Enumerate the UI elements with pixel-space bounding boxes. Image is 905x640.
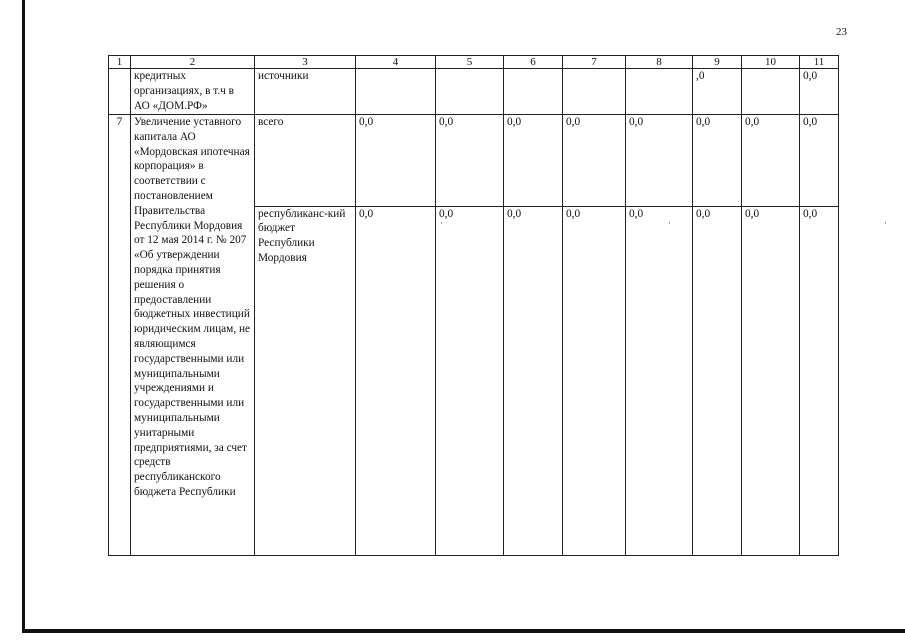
table-cell-value: 0,0 bbox=[800, 115, 839, 207]
table-cell-value: 0,0 bbox=[626, 115, 693, 207]
header-cell: 10 bbox=[742, 56, 800, 69]
header-cell: 5 bbox=[436, 56, 504, 69]
table-cell-value: ,0 bbox=[693, 69, 742, 115]
header-cell: 3 bbox=[255, 56, 356, 69]
table-header-row bbox=[109, 56, 839, 69]
table-cell-value: 0,0 bbox=[693, 115, 742, 207]
table-cell bbox=[504, 69, 563, 115]
table-cell-value: 0,0 bbox=[626, 206, 693, 555]
table-cell-description: кредитных организациях, в т.ч в АО «ДОМ.РФ» bbox=[131, 69, 255, 115]
table-cell-value: 0,0 bbox=[563, 115, 626, 207]
header-cell: 2 bbox=[131, 56, 255, 69]
scan-left-edge bbox=[22, 0, 25, 632]
scan-speck: · bbox=[440, 218, 443, 228]
table-cell-value: 0,0 bbox=[693, 206, 742, 555]
table-cell-value: 0,0 bbox=[504, 206, 563, 555]
table-cell-value: 0,0 bbox=[742, 206, 800, 555]
table-cell-value: 0,0 bbox=[563, 206, 626, 555]
header-cell: 11 bbox=[800, 56, 839, 69]
table-cell-value: 0,0 bbox=[356, 115, 436, 207]
header-cell: 6 bbox=[504, 56, 563, 69]
table-cell-value: 0,0 bbox=[436, 206, 504, 555]
header-cell: 9 bbox=[693, 56, 742, 69]
table-row-continued bbox=[109, 69, 839, 115]
budget-table bbox=[108, 55, 839, 556]
header-cell: 7 bbox=[563, 56, 626, 69]
table-cell bbox=[626, 69, 693, 115]
scan-bottom-edge bbox=[22, 629, 905, 633]
table-cell-value: 0,0 bbox=[436, 115, 504, 207]
header-cell: 8 bbox=[626, 56, 693, 69]
table-cell bbox=[356, 69, 436, 115]
item-number: 7 bbox=[109, 115, 131, 556]
table-cell-value: 0,0 bbox=[356, 206, 436, 555]
table-cell bbox=[436, 69, 504, 115]
table-cell bbox=[742, 69, 800, 115]
table-cell-value: 0,0 bbox=[504, 115, 563, 207]
table-cell-value: 0,0 bbox=[800, 206, 839, 555]
item-description: Увеличение уставного капитала АО «Мордовская ипотечная корпорация» в соответствии с постановлением Правительства Республики Мордовия от 12 мая 2014 г. № 207 «Об утверждении порядка принятия решения о предоставлении бюджетных инвестиций юридическим лицам, не являющимся государственными или муниципальными учреждениями и государственными или муниципальными унитарными предприятиями, за счет средств республиканского бюджета Республики bbox=[131, 115, 255, 556]
header-cell: 4 bbox=[356, 56, 436, 69]
table-cell-source: источники bbox=[255, 69, 356, 115]
table-cell-source: республиканс-кий бюджет Республики Мордовия bbox=[255, 206, 356, 555]
scan-speck: · bbox=[668, 218, 671, 228]
header-cell: 1 bbox=[109, 56, 131, 69]
table-cell bbox=[109, 69, 131, 115]
scan-speck: · bbox=[884, 218, 887, 228]
page-number: 23 bbox=[836, 26, 847, 38]
table-cell bbox=[563, 69, 626, 115]
table-cell-source: всего bbox=[255, 115, 356, 207]
table-cell-value: 0,0 bbox=[800, 69, 839, 115]
table-cell-value: 0,0 bbox=[742, 115, 800, 207]
table-row-item7-total bbox=[109, 115, 839, 207]
